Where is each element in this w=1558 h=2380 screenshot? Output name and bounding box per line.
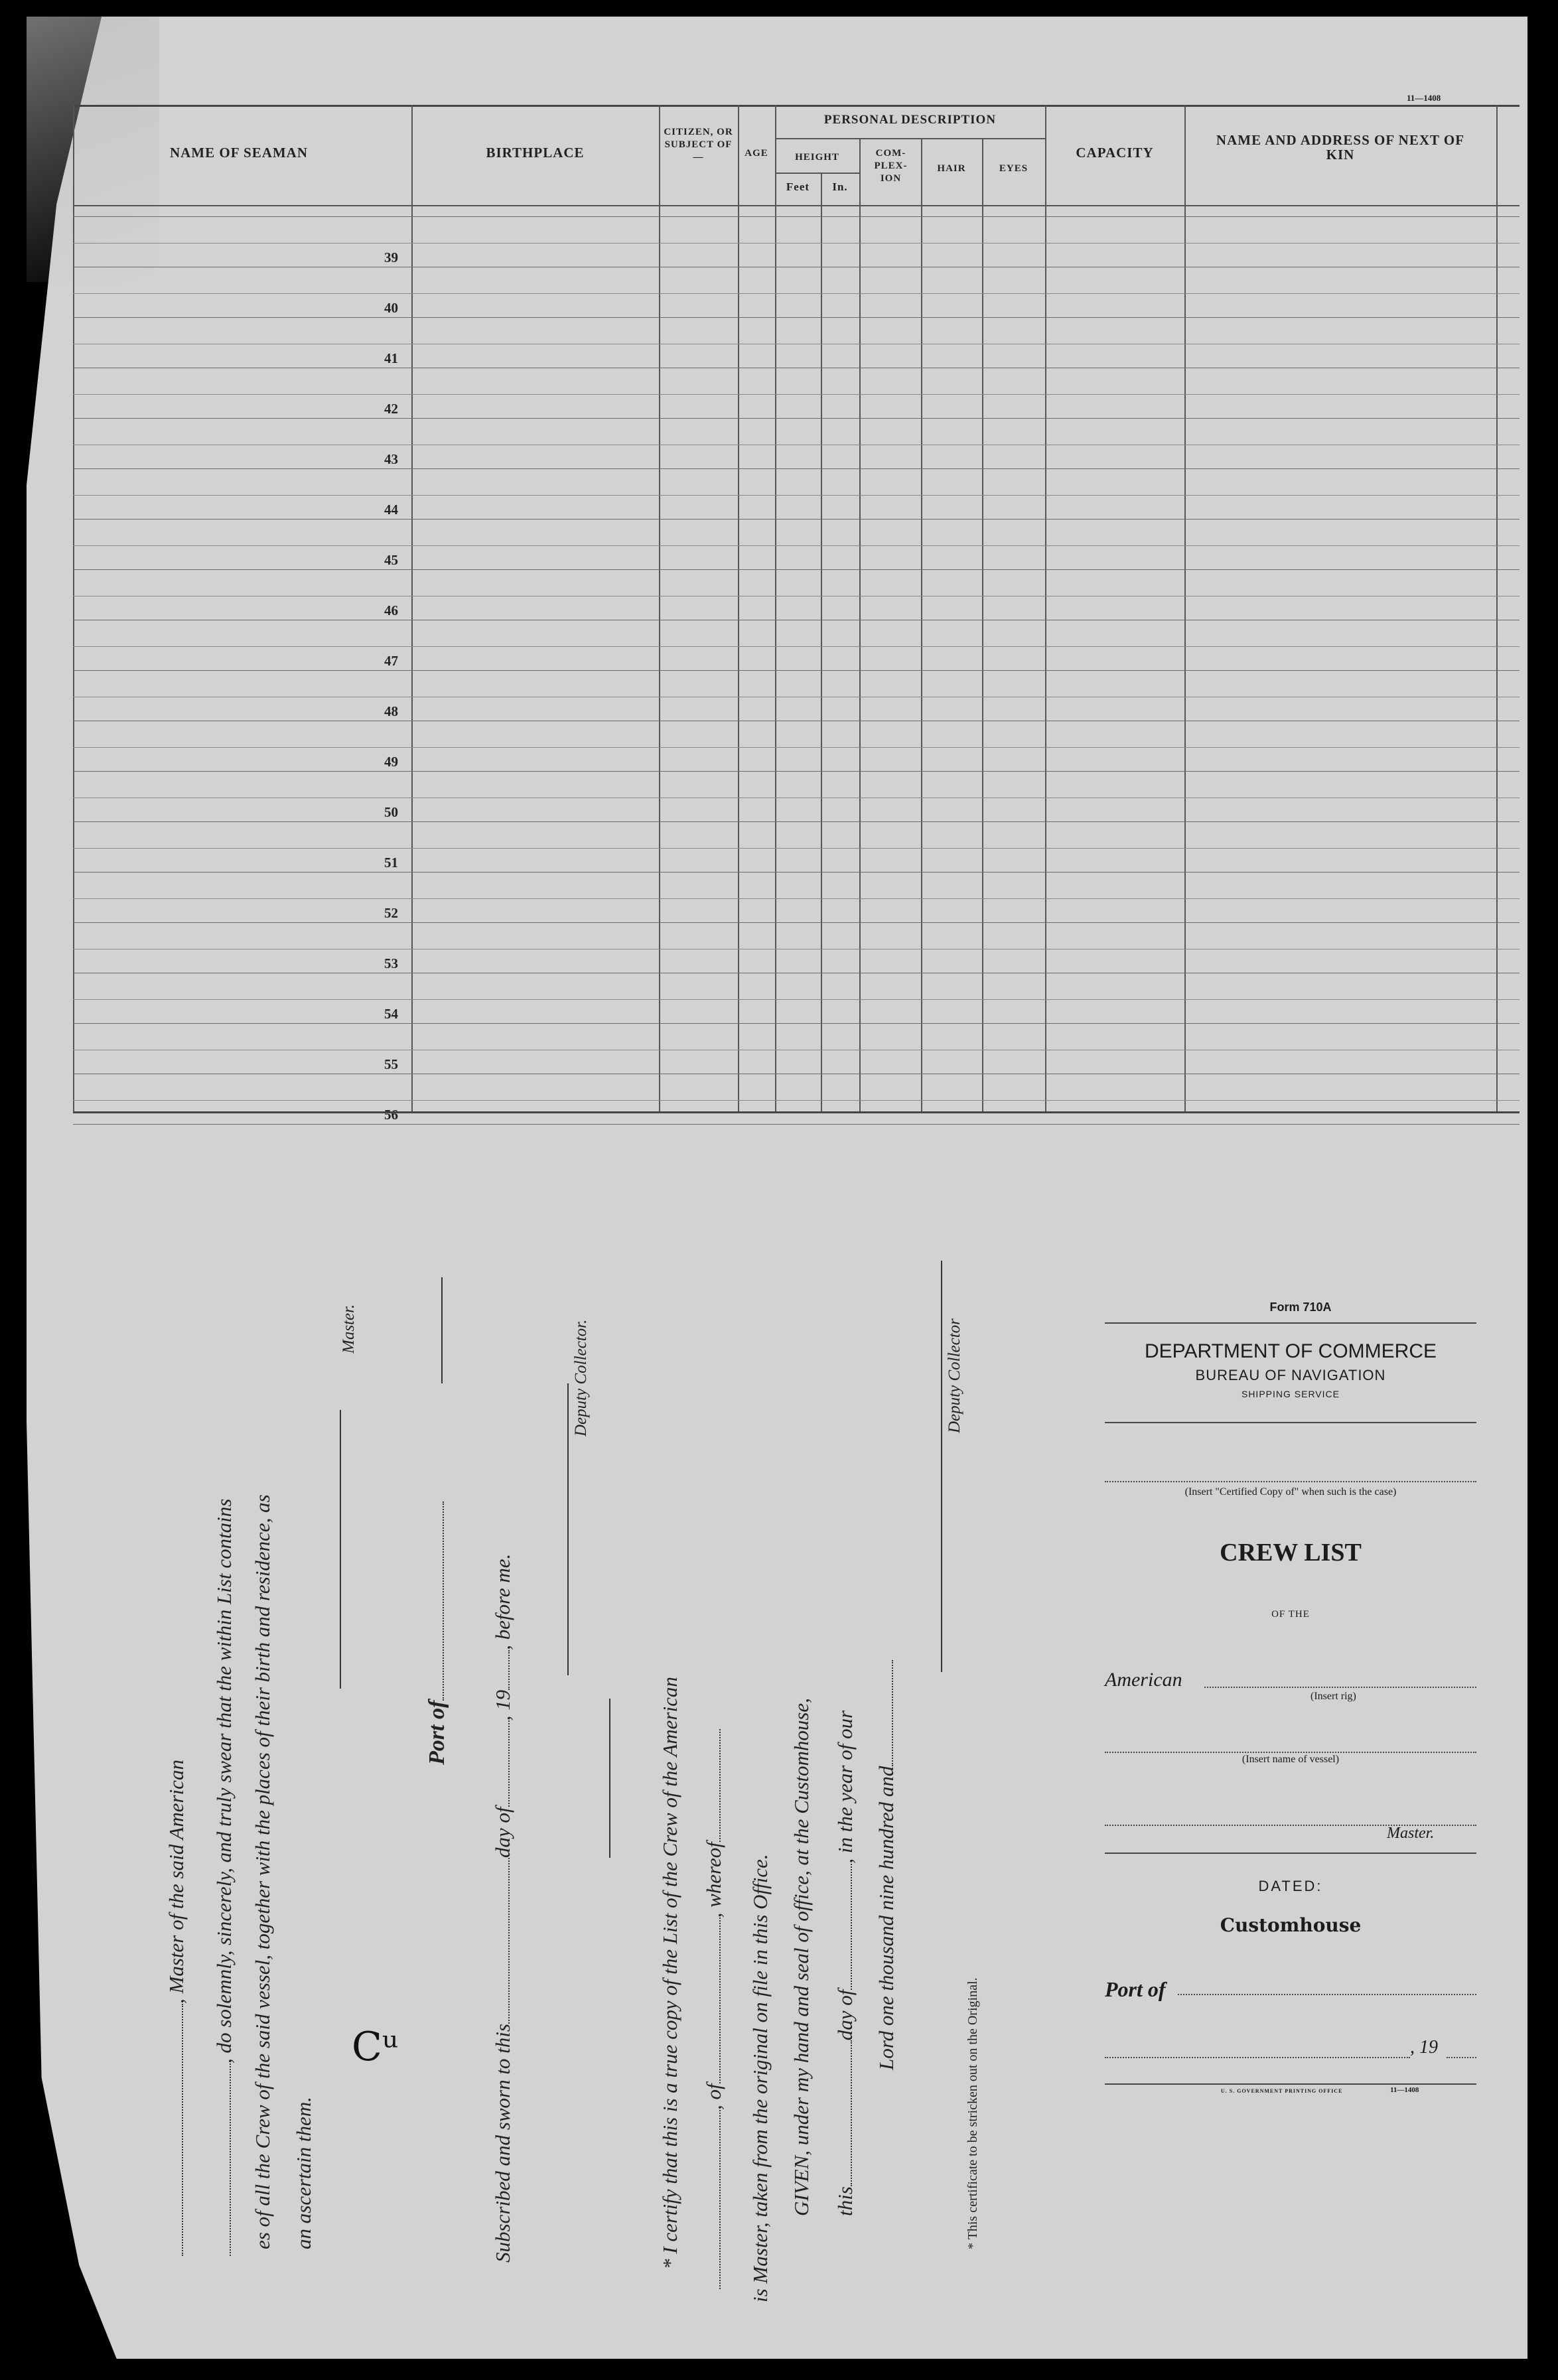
row-number: 47: [384, 653, 398, 669]
certificate-line-2: , of, whereof: [702, 1729, 726, 2289]
row-number: 52: [384, 905, 398, 921]
cover-year-dots: [1447, 2057, 1476, 2058]
table-row-line: [73, 872, 1520, 873]
cover-bureau: BUREAU OF NAVIGATION: [1195, 1367, 1386, 1383]
row-number: 51: [384, 855, 398, 871]
row-number: 39: [384, 249, 398, 265]
row-number: 49: [384, 754, 398, 770]
header-hair: HAIR: [937, 163, 966, 174]
certificate-line-1: * I certify that this is a true copy of the List of the Crew of the American: [658, 1677, 681, 2269]
col-divider-capacity: [1184, 105, 1186, 1111]
cover-bottom-line: [1105, 2083, 1476, 2085]
handwritten-mark: Cᵘ: [352, 2024, 398, 2070]
table-row-line: [73, 569, 1520, 570]
table-row-line: [73, 922, 1520, 923]
certificate-footnote: * This certificate to be stricken out on the Original.: [965, 1977, 980, 2249]
row-number: 54: [384, 1006, 398, 1022]
header-next-of-kin: NAME AND ADDRESS OF NEXT OF KIN: [1216, 132, 1465, 163]
row-number: 53: [384, 955, 398, 971]
cover-customhouse: Customhouse: [1220, 1914, 1362, 1936]
oath-port-of: Port of: [425, 1502, 450, 1765]
cover-line-2: [1105, 1422, 1476, 1423]
cover-printing-office: U. S. GOVERNMENT PRINTING OFFICE: [1221, 2088, 1343, 2094]
header-complexion: COM- PLEX- ION: [874, 148, 908, 184]
row-number: 44: [384, 502, 398, 518]
header-capacity: CAPACITY: [1076, 145, 1154, 161]
table-row-subline: [73, 545, 1520, 546]
col-divider-hair: [982, 139, 983, 1111]
col-divider-in: [859, 139, 861, 1111]
table-row-subline: [73, 293, 1520, 294]
cover-insert-certified: (Insert "Certified Copy of" when such is the case): [1184, 1486, 1397, 1498]
col-divider-complexion: [921, 139, 922, 1111]
col-divider-age: [775, 105, 776, 1111]
header-name-of-seaman: NAME OF SEAMAN: [169, 145, 309, 161]
col-divider-feet: [821, 174, 822, 1111]
row-number: 46: [384, 602, 398, 618]
table-row-subline: [73, 1100, 1520, 1101]
oath-line-1: , Master of the said American: [165, 1760, 188, 2256]
collector-signature-line: [567, 1383, 569, 1675]
form-code-top: 11—1408: [1407, 93, 1441, 103]
row-number: 48: [384, 703, 398, 719]
oath-line-2: , do solemnly, sincerely, and truly swear that the within List contains: [212, 1499, 236, 2256]
col-divider-birth: [659, 105, 660, 1111]
cover-date-dots: [1105, 2057, 1410, 2058]
table-row-line: [73, 216, 1520, 217]
cover-year-prefix: , 19: [1410, 2037, 1438, 2058]
oath-port-divider: [441, 1277, 443, 1383]
row-number: 43: [384, 451, 398, 467]
header-birthplace: BIRTHPLACE: [486, 145, 585, 161]
table-row-line: [73, 1124, 1520, 1125]
cover-insert-rig: (Insert rig): [1310, 1691, 1356, 1702]
cover-line-3: [1105, 1853, 1476, 1854]
oath-deputy-collector: Deputy Collector.: [572, 1319, 590, 1436]
certificate-line-5: thisday of, in the year of our: [833, 1710, 857, 2216]
table-row-subline: [73, 243, 1520, 244]
cover-master: Master.: [1387, 1825, 1435, 1842]
header-eyes: EYES: [999, 163, 1028, 174]
cover-dated: DATED:: [1258, 1878, 1323, 1894]
cover-form-code: 11—1408: [1390, 2086, 1419, 2094]
header-inches: In.: [832, 180, 848, 193]
cover-port-dots: [1178, 1994, 1476, 1995]
oath-separator-short: [609, 1699, 610, 1858]
row-number: 42: [384, 401, 398, 417]
oath-line-4: an ascertain them.: [292, 2097, 315, 2249]
row-number: 45: [384, 552, 398, 568]
row-number: 40: [384, 300, 398, 316]
cover-title: CREW LIST: [1220, 1539, 1362, 1567]
cover-service: SHIPPING SERVICE: [1241, 1389, 1340, 1399]
oath-subscribed: Subscribed and sworn to thisday of, 19, before me.: [491, 1553, 514, 2263]
master-label: Master.: [340, 1304, 358, 1354]
table-row-subline: [73, 848, 1520, 849]
cover-certified-dots: [1105, 1481, 1476, 1482]
table-row-line: [73, 1023, 1520, 1024]
table-row-subline: [73, 646, 1520, 647]
height-underline: [775, 173, 859, 174]
table-row-line: [73, 468, 1520, 469]
table-row-line: [73, 418, 1520, 419]
table-bottom-border: [73, 1111, 1520, 1113]
header-citizen: CITIZEN, OR SUBJECT OF—: [664, 127, 733, 163]
table-row-line: [73, 821, 1520, 822]
table-row-subline: [73, 747, 1520, 748]
certificate-signature-line: [941, 1261, 942, 1672]
cover-vessel-dots: [1105, 1752, 1476, 1753]
header-height: HEIGHT: [795, 152, 839, 163]
cover-form-number: Form 710A: [1269, 1300, 1332, 1314]
certificate-line-6: Lord one thousand nine hundred and: [875, 1660, 898, 2070]
header-age: AGE: [744, 148, 768, 159]
col-divider-citizen: [738, 105, 739, 1111]
row-number: 41: [384, 350, 398, 366]
cover-insert-vessel: (Insert name of vessel): [1241, 1754, 1340, 1765]
table-row-line: [73, 519, 1520, 520]
certificate-line-4: GIVEN, under my hand and seal of office, at the Customhouse,: [790, 1698, 813, 2216]
header-feet: Feet: [786, 180, 810, 193]
certificate-line-3: is Master, taken from the original on file in this Office.: [748, 1854, 772, 2302]
row-number: 55: [384, 1056, 398, 1072]
cover-american: American: [1105, 1669, 1182, 1691]
table-row-subline: [73, 394, 1520, 395]
personal-desc-underline: [775, 138, 1045, 139]
table-row-line: [73, 317, 1520, 318]
table-row-line: [73, 771, 1520, 772]
cover-port-of: Port of: [1105, 1977, 1166, 2001]
row-number: 50: [384, 804, 398, 820]
row-number: 56: [384, 1107, 398, 1123]
col-divider-left: [73, 105, 74, 1111]
table-row-line: [73, 670, 1520, 671]
oath-line-3: es of all the Crew of the said vessel, together with the places of their birth and residence, as: [251, 1494, 274, 2249]
cover-top-line: [1105, 1322, 1476, 1324]
table-row-subline: [73, 898, 1520, 899]
master-signature-line: [340, 1410, 341, 1689]
cover-of-the: OF THE: [1271, 1609, 1310, 1620]
header-personal-description: PERSONAL DESCRIPTION: [823, 113, 997, 127]
col-divider-kin: [1496, 105, 1498, 1111]
col-divider-eyes: [1045, 105, 1046, 1111]
col-divider-name: [411, 105, 413, 1111]
cover-department: DEPARTMENT OF COMMERCE: [1144, 1340, 1437, 1362]
certificate-deputy-collector: Deputy Collector: [946, 1318, 963, 1433]
table-row-subline: [73, 999, 1520, 1000]
cover-rig-dots: [1204, 1687, 1476, 1688]
table-row-subline: [73, 495, 1520, 496]
